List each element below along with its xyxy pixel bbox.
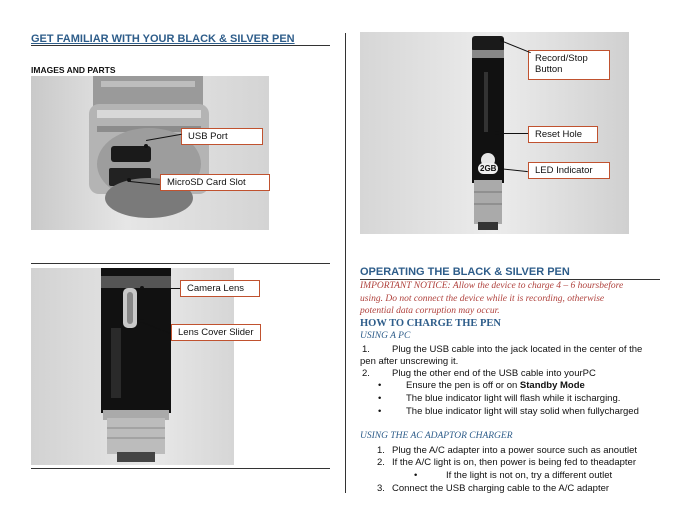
ac-step-3-text: Connect the USB charging cable to the A/C adapter: [392, 483, 610, 494]
pc-step-1-cont: pen after unscrewing it.: [360, 356, 459, 367]
how-to-charge-heading: HOW TO CHARGE THE PEN: [360, 318, 502, 329]
ac-sub-bullet: •: [414, 470, 418, 481]
ac-step-1-num: 1.: [377, 445, 385, 456]
left-title-rule: [31, 45, 330, 46]
pen-side-illustration: [31, 268, 234, 465]
pc-bullet-1-bold: Standby Mode: [519, 380, 585, 391]
using-ac-heading: USING THE AC ADAPTOR CHARGER: [360, 431, 513, 441]
left-bottom-rule: [31, 468, 330, 469]
callout-usb-port: USB Port: [181, 128, 263, 145]
ac-sub-bullet-text: If the light is not on, try a different outlet: [446, 470, 613, 481]
pen-end-illustration: [31, 76, 269, 230]
right-title-rule: [360, 279, 660, 280]
pc-bullet-1: •: [378, 380, 382, 391]
callout-microsd-slot: MicroSD Card Slot: [160, 174, 270, 191]
notice-line-3: potential data corruption may occur.: [360, 306, 500, 316]
pc-bullet-1-text: [406, 380, 585, 391]
photo-usb-port: [31, 76, 269, 230]
using-pc-heading: USING A PC: [360, 331, 411, 341]
left-mid-rule: [31, 263, 330, 264]
right-section-title: OPERATING THE BLACK & SILVER PEN: [360, 266, 570, 278]
pc-bullet-1-pre: Ensure the pen is off or on: [406, 380, 520, 391]
callout-camera-lens: Camera Lens: [180, 280, 260, 297]
callout-record-stop: [528, 50, 610, 80]
callout-reset-hole: Reset Hole: [528, 126, 598, 143]
pc-step-2-num: 2.: [362, 368, 370, 379]
callout-record-stop-line2: Button: [535, 64, 563, 75]
left-section-title: GET FAMILIAR WITH YOUR BLACK & SILVER PEN: [31, 33, 295, 45]
images-parts-heading: IMAGES AND PARTS: [31, 65, 116, 75]
notice-line-1: IMPORTANT NOTICE: Allow the device to charge 4 – 6 hoursbefore: [360, 281, 624, 291]
pc-bullet-3-text: The blue indicator light will stay solid when fullycharged: [406, 406, 639, 417]
pc-step-1-num: 1.: [362, 344, 370, 355]
pc-step-1-text: Plug the USB cable into the jack located in the center of the: [392, 344, 643, 355]
callout-record-stop-line1: Record/Stop: [535, 53, 588, 64]
ac-step-3-num: 3.: [377, 483, 385, 494]
callout-led-indicator: LED Indicator: [528, 162, 610, 179]
pc-step-2-text: Plug the other end of the USB cable into yourPC: [392, 368, 596, 379]
pc-bullet-2: •: [378, 393, 382, 404]
ac-step-2-text: If the A/C light is on, then power is being fed to theadapter: [392, 457, 636, 468]
notice-line-2: using. Do not connect the device while it is recording, otherwise: [360, 294, 605, 304]
pc-bullet-3: •: [378, 406, 382, 417]
ac-step-2-num: 2.: [377, 457, 385, 468]
ac-step-1-text: Plug the A/C adapter into a power source such as anoutlet: [392, 445, 638, 456]
pc-bullet-2-text: The blue indicator light will flash while it ischarging.: [406, 393, 621, 404]
callout-lens-cover-slider: Lens Cover Slider: [171, 324, 261, 341]
pen-2gb-badge: 2GB: [480, 164, 497, 173]
photo-camera-lens: [31, 268, 234, 465]
column-divider: [345, 33, 346, 493]
